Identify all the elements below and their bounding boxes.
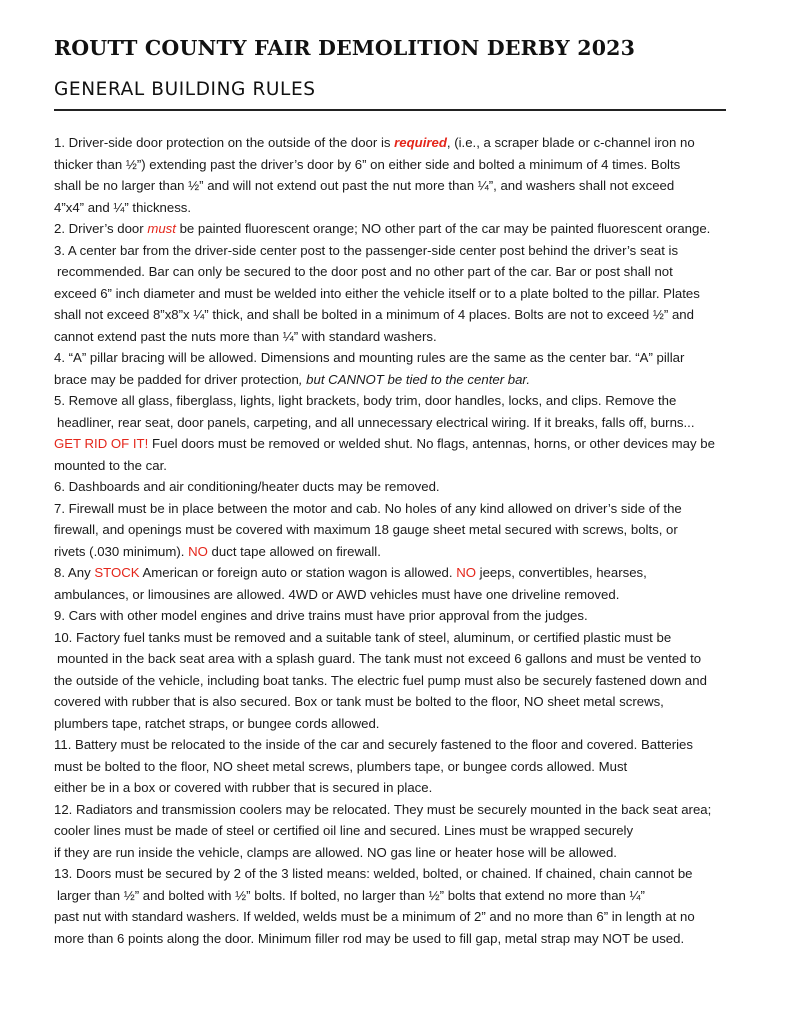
rule-6: 6. Dashboards and air conditioning/heater ducts may be removed. (54, 479, 440, 494)
rule-3-line-4: shall not exceed 8”x8”x ¼” thick, and shall be bolted in a minimum of 4 places. Bolts are not to exceed ½” and (54, 307, 694, 322)
rule-text: be painted fluorescent orange; NO other part of the car may be painted fluorescent orange. (175, 221, 711, 236)
rule-5-line-1: 5. Remove all glass, fiberglass, lights, light brackets, body trim, door handles, locks, and clips. Remove the (54, 393, 677, 408)
rule-1-line-4: 4”x4” and ¼” thickness. (54, 199, 192, 215)
rule-12-line-2: cooler lines must be made of steel or certified oil line and secured. Lines must be wrapped securely (54, 823, 634, 838)
section-heading: GENERAL BUILDING RULES (54, 79, 316, 100)
rule-3-line-5: cannot extend past the nuts more than ¼” with standard washers. (54, 328, 437, 344)
rule-5-line-3 (54, 433, 776, 455)
rule-text: American or foreign auto or station wagon is allowed. (139, 565, 457, 580)
rule-10-line-2: mounted in the back seat area with a splash guard. The tank must not exceed 6 gallons and must be vented to (57, 651, 702, 666)
heading-divider (54, 109, 726, 111)
rule-text: 2. Driver’s door (54, 221, 148, 236)
rule-3-line-1: 3. A center bar from the driver-side center post to the passenger-side center post behind the driver’s seat is (54, 242, 679, 258)
rule-3-line-2: recommended. Bar can only be secured to the door post and no other part of the car. Bar or post shall not (57, 264, 673, 279)
rule-1-line-3: shall be no larger than ½” and will not extend out past the nut more than ¼”, and washers shall not exceed (54, 178, 675, 193)
rule-10-line-3: the outside of the vehicle, including boat tanks. The electric fuel pump must also be securely fastened down and (54, 672, 707, 688)
emphasis-cannot-tie: , but CANNOT be tied to the center bar. (298, 371, 530, 387)
rule-12-line-3: if they are run inside the vehicle, clamps are allowed. NO gas line or heater hose will be allowed. (54, 844, 617, 860)
rule-7-line-1: 7. Firewall must be in place between the motor and cab. No holes of any kind allowed on driver’s side of the (54, 500, 682, 516)
rule-8-line-2: ambulances, or limousines are allowed. 4WD or AWD vehicles must have one driveline removed. (54, 586, 620, 602)
rule-5-line-2: headliner, rear seat, door panels, carpeting, and all unnecessary electrical wiring. If it breaks, falls off, burns... (57, 414, 695, 430)
rule-7-line-3 (54, 541, 776, 563)
rules-list (54, 132, 776, 949)
document-title: ROUTT COUNTY FAIR DEMOLITION DERBY 2023 (54, 36, 636, 60)
rule-4-line-2 (54, 369, 776, 391)
rule-11-line-2: must be bolted to the floor, NO sheet metal screws, plumbers tape, or bungee cords allowed. Must (54, 758, 628, 774)
emphasis-get-rid-of-it: GET RID OF IT! (54, 436, 149, 451)
rule-3-line-3: exceed 6” inch diameter and must be welded into either the vehicle itself or to a plate bolted to the pillar. Plates (54, 285, 700, 301)
rule-13-line-4: more than 6 points along the door. Minimum filler rod may be used to fill gap, metal strap may NOT be used. (54, 930, 685, 946)
rule-10-line-4: covered with rubber that is also secured. Box or tank must be bolted to the floor, NO sheet metal screws, (54, 694, 664, 709)
rule-text: duct tape allowed on firewall. (207, 543, 381, 559)
rule-text: Fuel doors must be removed or welded shut. No flags, antennas, horns, or other devices may be (148, 436, 715, 451)
rule-text: jeeps, convertibles, hearses, (476, 565, 647, 580)
rule-2 (54, 218, 776, 240)
rule-text: brace may be padded for driver protection (54, 371, 299, 387)
emphasis-stock: STOCK (94, 565, 140, 580)
rule-5-line-4: mounted to the car. (54, 457, 167, 473)
rule-text: rivets (.030 minimum). (54, 543, 189, 559)
emphasis-no: NO (188, 543, 208, 559)
rule-11-line-1: 11. Battery must be relocated to the inside of the car and securely fastened to the floor and covered. Batteries (54, 737, 693, 752)
rule-text: 8. Any (54, 565, 95, 580)
rule-10-line-5: plumbers tape, ratchet straps, or bungee cords allowed. (54, 715, 380, 731)
rule-1-line-2: thicker than ½”) extending past the driver’s door by 6” on either side and bolted a minimum of 4 times. Bolts (54, 156, 681, 172)
rule-13-line-3: past nut with standard washers. If welded, welds must be a minimum of 2” and no more than 6” in length at no (54, 909, 695, 924)
rule-text: 1. Driver-side door protection on the outside of the door is (54, 135, 395, 150)
rule-1-line-1 (54, 132, 776, 154)
emphasis-required: required (394, 135, 447, 150)
rule-7-line-2: firewall, and openings must be covered with maximum 18 gauge sheet metal secured with screws, bolts, or (54, 522, 678, 537)
rule-text: , (i.e., a scraper blade or c-channel iron no (446, 135, 695, 150)
rule-13-line-1: 13. Doors must be secured by 2 of the 3 listed means: welded, bolted, or chained. If chained, chain cannot be (54, 866, 693, 881)
rule-4-line-1: 4. “A” pillar bracing will be allowed. Dimensions and mounting rules are the same as the center bar. “A” pillar (54, 350, 685, 365)
rule-11-line-3: either be in a box or covered with rubber that is secured in place. (54, 780, 433, 795)
rule-9: 9. Cars with other model engines and drive trains must have prior approval from the judges. (54, 608, 588, 623)
emphasis-no: NO (456, 565, 476, 580)
rule-12-line-1: 12. Radiators and transmission coolers may be relocated. They must be securely mounted in the back seat area; (54, 801, 712, 817)
rule-13-line-2: larger than ½” and bolted with ½” bolts. If bolted, no larger than ½” bolts that extend no more than ¼” (57, 887, 645, 903)
emphasis-must: must (147, 221, 176, 236)
rule-8-line-1 (54, 562, 776, 584)
rule-10-line-1: 10. Factory fuel tanks must be removed and a suitable tank of steel, aluminum, or certified plastic must be (54, 629, 672, 645)
